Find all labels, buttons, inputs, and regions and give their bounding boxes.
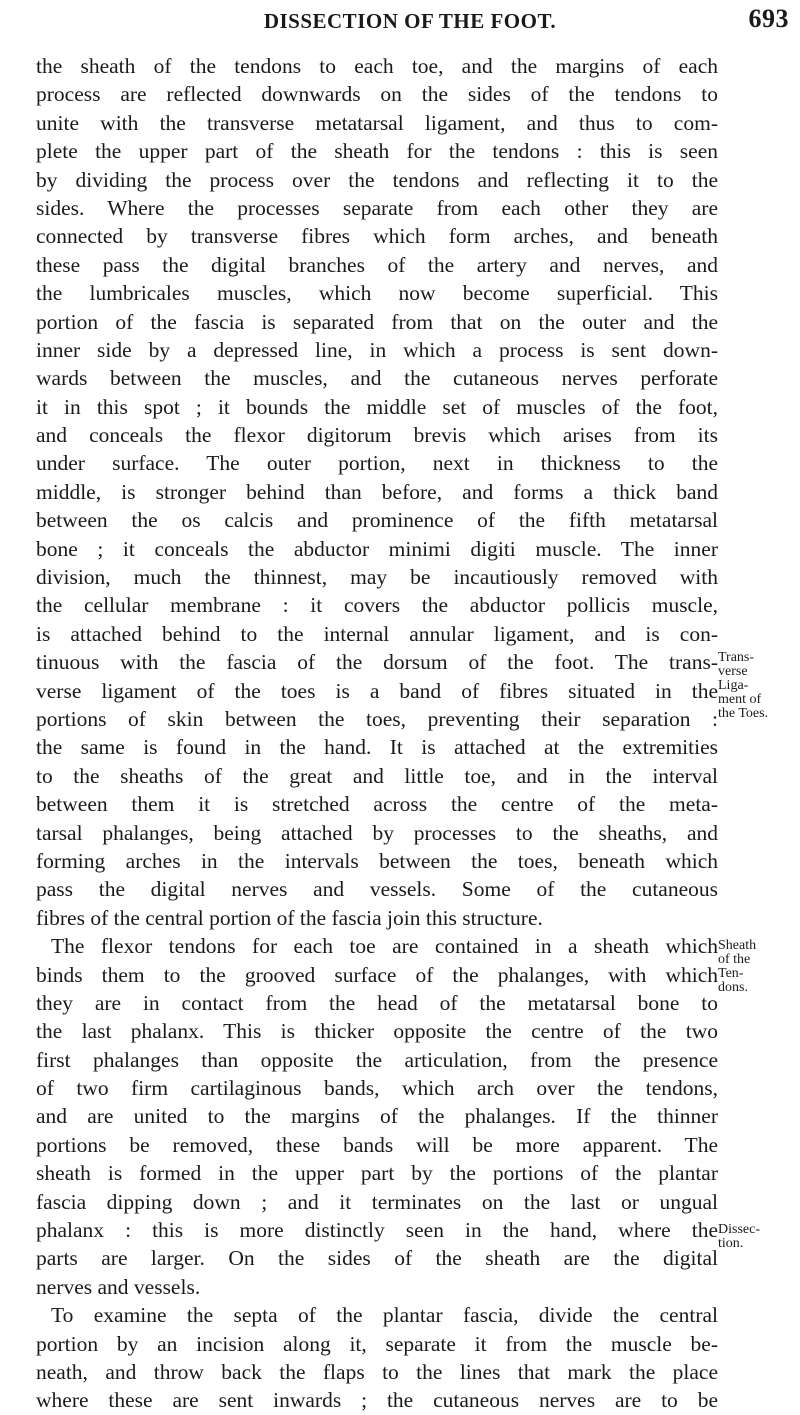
text-line: portions be removed, these bands will be more apparent. The [36,1132,718,1157]
text-line: parts are larger. On the sides of the sheath are the digital [36,1246,718,1271]
text-line: phalanx : this is more distinctly seen in the hand, where the [36,1218,718,1243]
text-line: sides. Where the processes separate from each other they are [36,195,718,220]
text-line: The flexor tendons for each toe are contained in a sheath which [51,934,718,959]
text-line: plete the upper part of the sheath for the tendons : this is seen [36,139,718,164]
text-line: To examine the septa of the plantar fascia, divide the central [51,1303,718,1328]
text-line: between the os calcis and prominence of the fifth metatarsal [36,508,718,533]
text-line: between them it is stretched across the centre of the meta- [36,792,718,817]
margin-note-line: of the [718,952,751,967]
text-line: where these are sent inwards ; the cutaneous nerves are to be [36,1388,718,1413]
text-line: division, much the thinnest, may be incautiously removed with [36,565,718,590]
text-line: process are reflected downwards on the sides of the tendons to [36,82,718,107]
text-line: unite with the transverse metatarsal ligament, and thus to com- [36,110,718,135]
text-line: the lumbricales muscles, which now become superficial. This [36,281,718,306]
text-line: neath, and throw back the flaps to the lines that mark the place [36,1359,718,1384]
text-line: first phalanges than opposite the articulation, from the presence [36,1047,718,1072]
running-title: DISSECTION OF THE FOOT. [263,9,557,33]
text-line: portions of skin between the toes, preventing their separation : [36,706,718,731]
text-line: to the sheaths of the great and little toe, and in the interval [36,763,718,788]
text-line: middle, is stronger behind than before, and forms a thick band [36,479,718,504]
margin-note-line: verse [718,664,748,679]
margin-note-line: the Toes. [718,706,769,721]
text-line: is attached behind to the internal annular ligament, and is con- [36,621,718,646]
text-line: wards between the muscles, and the cutaneous nerves perforate [36,366,718,391]
margin-note-line: Liga- [718,678,749,693]
text-line: tarsal phalanges, being attached by processes to the sheaths, and [36,820,718,845]
margin-note-dissection [718,1223,798,1251]
text-line: and conceals the flexor digitorum brevis which arises from its [36,423,718,448]
text-line: pass the digital nerves and vessels. Some of the cutaneous [36,877,718,902]
margin-note-sheath-of-tendons [718,939,798,995]
text-line: they are in contact from the head of the metatarsal bone to [36,990,718,1015]
text-line: of two firm cartilaginous bands, which arch over the tendons, [36,1076,718,1101]
margin-note-line: Dissec- [718,1222,760,1237]
margin-note-line: Sheath [718,938,757,953]
text-line: it in this spot ; it bounds the middle set of muscles of the foot, [36,394,718,419]
text-line: portion by an incision along it, separate it from the muscle be- [36,1331,718,1356]
text-line: forming arches in the intervals between the toes, beneath which [36,848,718,873]
text-line: the sheath of the tendons to each toe, and the margins of each [36,54,718,78]
text-line: sheath is formed in the upper part by the portions of the plantar [36,1161,718,1186]
text-line: portion of the fascia is separated from that on the outer and the [36,309,718,334]
text-line: binds them to the grooved surface of the phalanges, with which [36,962,718,987]
text-line: fibres of the central portion of the fascia join this structure. [36,905,543,930]
running-head [30,4,795,38]
margin-note-line: Ten- [718,966,744,981]
text-line: tinuous with the fascia of the dorsum of the foot. The trans- [36,650,718,675]
text-line: fascia dipping down ; and it terminates on the last or ungual [36,1189,718,1214]
text-line: and are united to the margins of the phalanges. If the thinner [36,1104,718,1129]
margin-note-line: Trans- [718,650,755,665]
margin-note-line: tion. [718,1236,744,1251]
text-line: the same is found in the hand. It is attached at the extremities [36,735,718,760]
text-line: by dividing the process over the tendons and reflecting it to the [36,167,718,192]
text-line: nerves and vessels. [36,1274,201,1299]
text-line: verse ligament of the toes is a band of fibres situated in the [36,678,718,703]
page-number: 693 [748,4,789,33]
text-line: these pass the digital branches of the artery and nerves, and [36,252,718,277]
margin-note-line: dons. [718,980,748,995]
text-line: the cellular membrane : it covers the abductor pollicis muscle, [36,593,718,618]
body-text [36,52,718,1415]
text-line: under surface. The outer portion, next in thickness to the [36,451,718,476]
text-line: bone ; it conceals the abductor minimi digiti muscle. The inner [36,536,718,561]
text-line: the last phalanx. This is thicker opposite the centre of the two [36,1019,718,1044]
text-line: connected by transverse fibres which form arches, and beneath [36,224,718,249]
margin-note-line: ment of [718,692,762,707]
margin-note-transverse-ligament [718,651,798,721]
text-line: inner side by a depressed line, in which a process is sent down- [36,337,718,362]
